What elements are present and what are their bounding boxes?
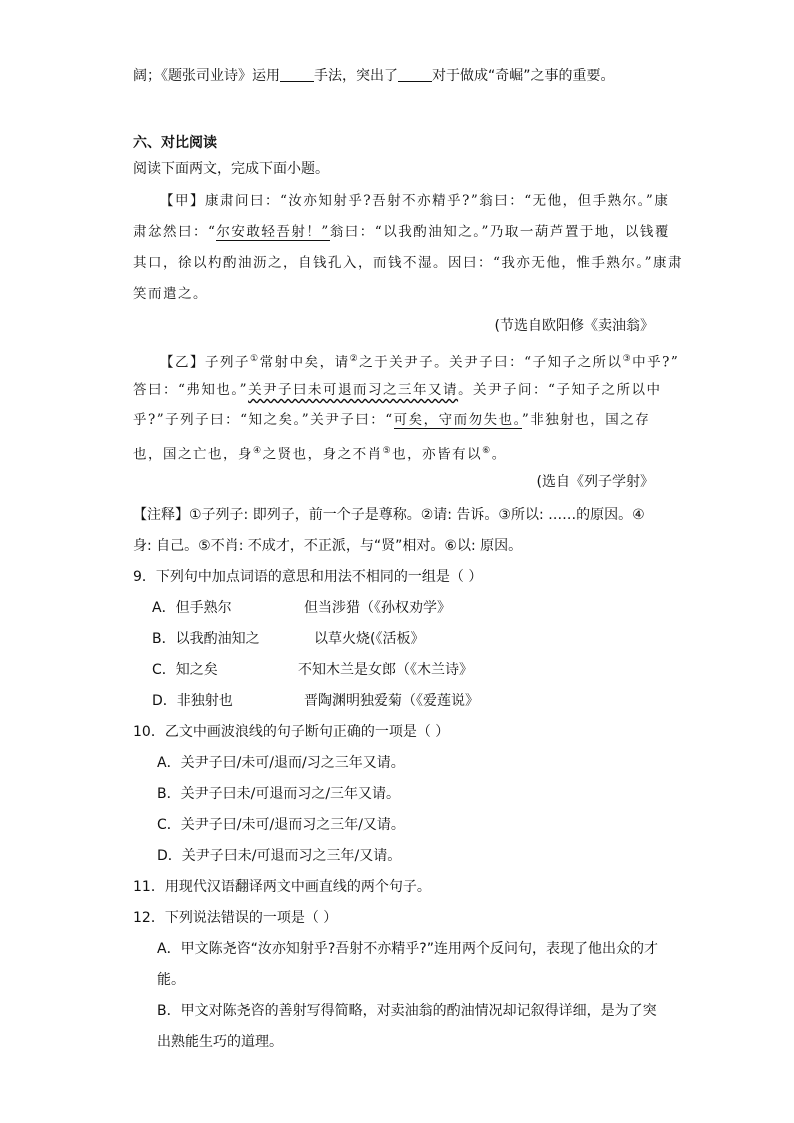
question-9-option-b[interactable] bbox=[152, 629, 424, 649]
notes-line: 【注释】①子列子: 即列子，前一个子是尊称。②请: 告诉。③所以: ……的原因。④ bbox=[133, 507, 645, 523]
section-instruction: 阅读下面两文，完成下面小题。 bbox=[133, 161, 329, 177]
underlined-sentence: 可矣，守而勿失也。 bbox=[393, 412, 522, 428]
text-fragment: 之于关尹子。关尹子曰：“子知子之所以 bbox=[359, 354, 623, 371]
footnote-marker: ③ bbox=[622, 354, 633, 364]
text-fragment: 对于做成“奇崛”之事的重要。 bbox=[432, 68, 615, 84]
text-fragment: 中乎?” bbox=[632, 354, 680, 371]
text-fragment: 肃忿然曰：“ bbox=[133, 224, 217, 240]
passage-jia-line bbox=[160, 191, 669, 211]
option-text: B．以我酌油知之 bbox=[152, 631, 260, 647]
question-10-option-a[interactable]: A．关尹子曰/未可/退而/习之三年又请。 bbox=[157, 755, 405, 771]
question-10-option-c[interactable]: C．关尹子曰/未可/退而习之三年/又请。 bbox=[157, 817, 405, 833]
continuation-line bbox=[133, 66, 615, 86]
question-9-stem: 9．下列句中加点词语的意思和用法不相同的一组是（ ） bbox=[133, 569, 483, 585]
passage-jia-line: 其口，徐以杓酌油沥之，自钱孔入，而钱不湿。因曰：“我亦无他，惟手熟尔。”康肃 bbox=[133, 255, 684, 271]
text-fragment: 。 bbox=[491, 446, 507, 463]
notes-line: 身: 自己。⑤不肖: 不成才，不正派，与“贤”相对。⑥以: 原因。 bbox=[133, 538, 523, 554]
option-text: D．非独射也 bbox=[152, 693, 233, 709]
passage-yi-line bbox=[133, 441, 507, 465]
question-12-option-b[interactable]: B．甲文对陈尧咨的善射写得简略，对卖油翁的酌油情况却记叙得详细，是为了突 bbox=[157, 1003, 657, 1019]
passage-label: 【甲】 bbox=[160, 193, 205, 209]
passage-yi-line bbox=[160, 349, 679, 373]
question-12-option-a-cont: 能。 bbox=[157, 972, 185, 988]
passage-yi-line bbox=[133, 410, 650, 430]
question-11-stem: 11．用现代汉语翻译两文中画直线的两个句子。 bbox=[133, 879, 431, 895]
question-9-option-a[interactable] bbox=[152, 598, 451, 618]
option-text: 但当涉猎（《孙权劝学》 bbox=[304, 600, 451, 616]
footnote-marker: ① bbox=[250, 354, 260, 364]
text-fragment: 也，亦皆有以 bbox=[392, 446, 483, 463]
footnote-marker: ⑥ bbox=[482, 446, 492, 456]
passage-yi-line bbox=[133, 380, 661, 400]
question-9-option-c[interactable] bbox=[152, 660, 473, 680]
text-fragment: 答曰：“弗知也。” bbox=[133, 382, 249, 398]
text-fragment: 之贤也，身之不肖 bbox=[262, 446, 383, 463]
option-text: 晋陶渊明独爱菊（《爱莲说》 bbox=[304, 693, 479, 709]
passage-jia-line bbox=[133, 222, 670, 242]
option-text: 以草火烧(《活板》 bbox=[314, 631, 425, 647]
question-12-option-a[interactable]: A．甲文陈尧咨“汝亦知射乎?吾射不亦精乎?”连用两个反问句，表现了他出众的才 bbox=[157, 941, 658, 957]
text-fragment: 翁曰：“以我酌油知之。”乃取一葫芦置于地，以钱覆 bbox=[329, 224, 670, 240]
passage-jia-line: 笑而遣之。 bbox=[133, 286, 208, 302]
text-fragment: 子列子 bbox=[205, 354, 250, 371]
text-fragment: 也，国之亡也，身 bbox=[133, 446, 253, 463]
text-fragment: 阔；《题张司业诗》运用 bbox=[133, 68, 280, 84]
question-10-stem: 10．乙文中画波浪线的句子断句正确的一项是（ ） bbox=[133, 724, 450, 740]
question-9-option-d[interactable] bbox=[152, 691, 479, 711]
footnote-marker: ④ bbox=[253, 446, 263, 456]
section-title: 六、对比阅读 bbox=[133, 135, 217, 151]
text-fragment: 。关尹子问：“子知子之所以中 bbox=[458, 382, 662, 398]
footnote-marker: ⑤ bbox=[382, 446, 393, 456]
text-fragment: ”非独射也，国之存 bbox=[521, 412, 651, 428]
fill-blank[interactable] bbox=[280, 67, 314, 82]
text-fragment: 手法，突出了 bbox=[314, 68, 398, 84]
option-text: A．但手熟尔 bbox=[152, 600, 232, 616]
option-text: 不知木兰是女郎（《木兰诗》 bbox=[298, 662, 473, 678]
underlined-sentence: 尔安敢轻吾射！” bbox=[216, 224, 330, 240]
question-10-option-d[interactable]: D．关尹子曰未/可退而习之三年/又请。 bbox=[157, 848, 402, 864]
wavy-underlined-sentence: 关尹子曰未可退而习之三年又请 bbox=[248, 382, 459, 398]
passage-yi-source: (选自《列子学射》 bbox=[536, 474, 654, 490]
passage-label: 【乙】 bbox=[160, 354, 205, 371]
text-fragment: 常射中矣，请 bbox=[259, 354, 350, 371]
passage-jia-source: (节选自欧阳修《卖油翁》 bbox=[494, 318, 654, 334]
text-fragment: 康肃问曰：“汝亦知射乎?吾射不亦精乎?”翁曰：“无他，但手熟尔。”康 bbox=[205, 193, 670, 209]
fill-blank[interactable] bbox=[398, 67, 432, 82]
question-12-stem: 12．下列说法错误的一项是（ ） bbox=[133, 910, 338, 926]
question-12-option-b-cont: 出熟能生巧的道理。 bbox=[157, 1034, 283, 1050]
text-fragment: 乎?”子列子曰：“知之矣。”关尹子曰：“ bbox=[133, 412, 394, 428]
option-text: C．知之矣 bbox=[152, 662, 218, 678]
question-10-option-b[interactable]: B．关尹子曰未/可退而习之/三年又请。 bbox=[157, 786, 401, 802]
footnote-marker: ② bbox=[349, 354, 360, 364]
